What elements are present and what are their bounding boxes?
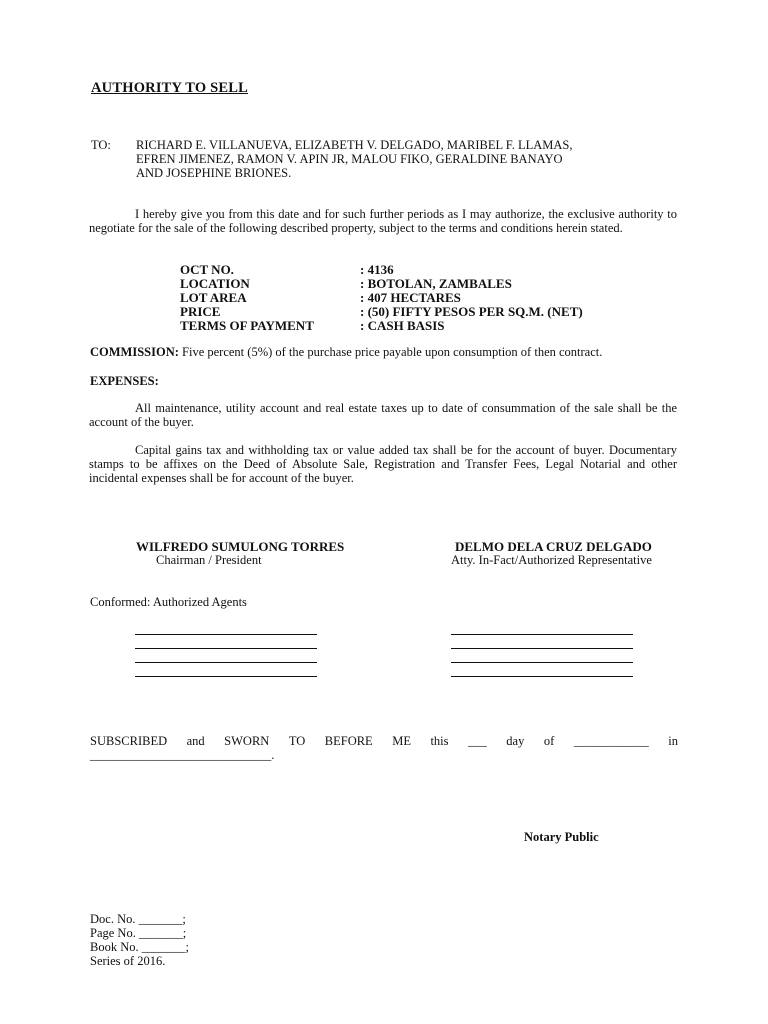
book-no: Book No. _______; bbox=[90, 940, 189, 954]
recipients-line: AND JOSEPHINE BRIONES. bbox=[136, 166, 292, 180]
sworn-word: BEFORE bbox=[324, 734, 373, 748]
lot-area-label: LOT AREA bbox=[180, 290, 247, 305]
location-value: : BOTOLAN, ZAMBALES bbox=[360, 276, 512, 291]
commission-text: Five percent (5%) of the purchase price payable upon consumption of then contract. bbox=[182, 345, 603, 359]
sworn-word: and bbox=[186, 734, 205, 748]
notary-public-label: Notary Public bbox=[524, 830, 599, 844]
signatory-right-role: Atty. In-Fact/Authorized Representative bbox=[451, 553, 652, 567]
page-no: Page No. _______; bbox=[90, 926, 187, 940]
sworn-word: ME bbox=[392, 734, 411, 748]
signature-line bbox=[451, 634, 633, 635]
oct-no-value: : 4136 bbox=[360, 262, 394, 277]
sworn-word: this bbox=[430, 734, 449, 748]
signature-line bbox=[135, 676, 317, 677]
signature-line bbox=[451, 676, 633, 677]
document-title: AUTHORITY TO SELL bbox=[91, 80, 249, 96]
price-label: PRICE bbox=[180, 304, 221, 319]
sworn-word: day bbox=[506, 734, 525, 748]
intro-paragraph: I hereby give you from this date and for such further periods as I may authorize, the exclusive authority to negotiate for the sale of the following described property, subject to the terms and conditions herein stated. bbox=[89, 207, 677, 235]
price-value: : (50) FIFTY PESOS PER SQ.M. (NET) bbox=[360, 304, 583, 319]
recipients-line: EFREN JIMENEZ, RAMON V. APIN JR, MALOU FIKO, GERALDINE BANAYO bbox=[136, 152, 563, 166]
sworn-word: of bbox=[543, 734, 555, 748]
terms-value: : CASH BASIS bbox=[360, 318, 445, 333]
series: Series of 2016. bbox=[90, 954, 166, 968]
doc-no: Doc. No. _______; bbox=[90, 912, 186, 926]
document-references bbox=[90, 912, 189, 968]
signature-line bbox=[451, 648, 633, 649]
signatory-left-role: Chairman / President bbox=[156, 553, 262, 567]
sworn-word: TO bbox=[288, 734, 306, 748]
conformed-label: Conformed: Authorized Agents bbox=[90, 595, 247, 609]
terms-label: TERMS OF PAYMENT bbox=[180, 318, 314, 333]
lot-area-value: : 407 HECTARES bbox=[360, 290, 461, 305]
signature-line bbox=[451, 662, 633, 663]
signature-line bbox=[135, 648, 317, 649]
sworn-statement bbox=[90, 734, 678, 749]
recipients-line: RICHARD E. VILLANUEVA, ELIZABETH V. DELGADO, MARIBEL F. LLAMAS, bbox=[136, 138, 573, 152]
signatory-right-name: DELMO DELA CRUZ DELGADO bbox=[455, 539, 652, 554]
expenses-paragraph-2: Capital gains tax and withholding tax or value added tax shall be for the account of buyer. Documentary stamps to be affixes on the Deed of Absolute Sale, Registration and Transfer Fees, Legal Notarial and other incidental expenses shall be for account of the buyer. bbox=[89, 443, 677, 485]
day-blank: ___ bbox=[468, 734, 487, 748]
sworn-word: SUBSCRIBED bbox=[90, 734, 168, 748]
commission-clause bbox=[90, 345, 602, 360]
signatory-left-name: WILFREDO SUMULONG TORRES bbox=[136, 539, 345, 554]
signature-line bbox=[135, 634, 317, 635]
place-blank: _____________________________. bbox=[90, 748, 275, 762]
signature-line bbox=[135, 662, 317, 663]
expenses-paragraph-1: All maintenance, utility account and real estate taxes up to date of consummation of the sale shall be the account of the buyer. bbox=[89, 401, 677, 429]
to-recipients bbox=[136, 138, 573, 180]
oct-no-label: OCT NO. bbox=[180, 262, 234, 277]
to-label: TO: bbox=[91, 138, 111, 152]
expenses-label: EXPENSES: bbox=[90, 374, 159, 388]
location-label: LOCATION bbox=[180, 276, 250, 291]
commission-label: COMMISSION: bbox=[90, 345, 179, 359]
sworn-word: in bbox=[668, 734, 678, 748]
sworn-word: SWORN bbox=[224, 734, 270, 748]
month-blank: ____________ bbox=[573, 734, 649, 748]
